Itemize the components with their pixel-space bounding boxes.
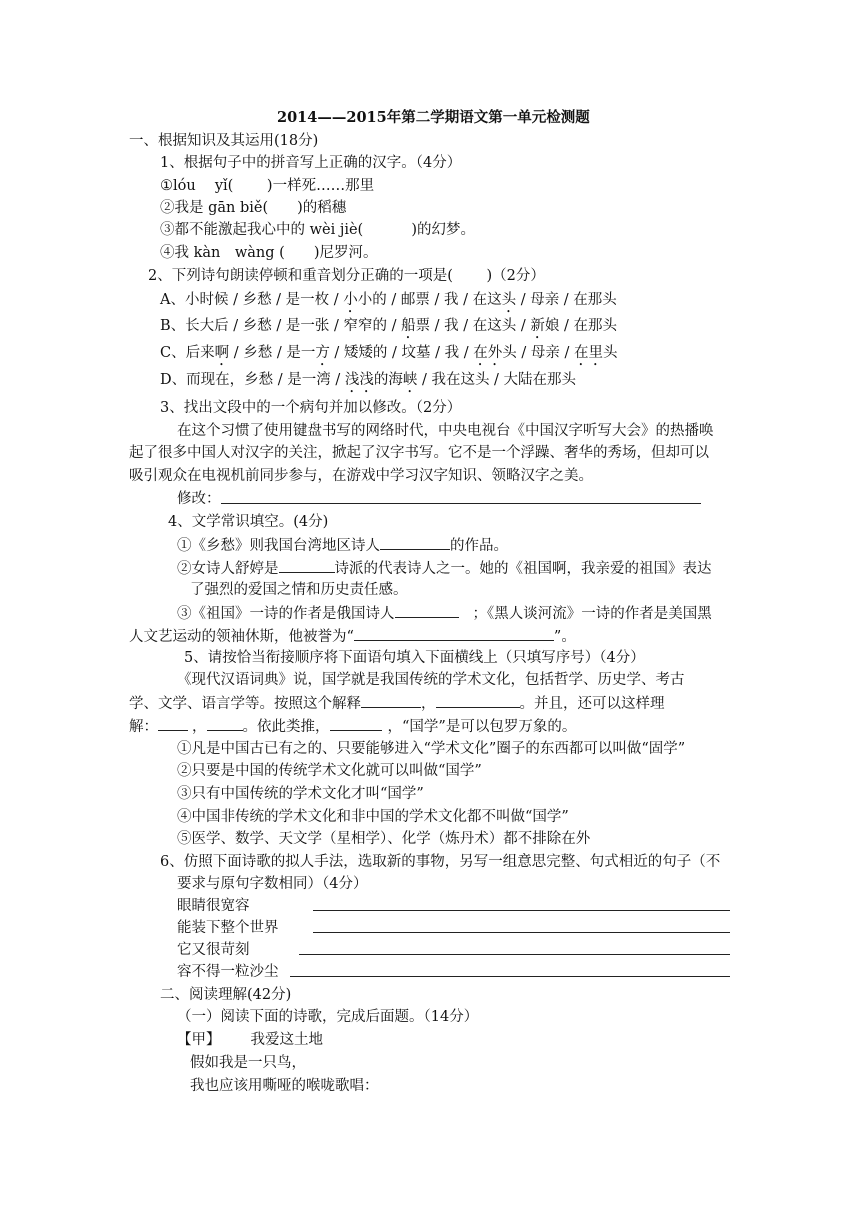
q1-item: ④我 kàn wàng ( )尼罗河。 bbox=[160, 245, 378, 261]
q5-paragraph-line: 《现代汉语词典》说，国学就是我国传统的学术文化，包括哲学、历史学、考古 bbox=[177, 672, 685, 688]
page-title: 2014——2015年第二学期语文第一单元检测题 bbox=[277, 109, 590, 126]
q5-blank-5[interactable] bbox=[330, 716, 382, 731]
section-2-subheading: （一）阅读下面的诗歌，完成后面题。（14分） bbox=[177, 1009, 479, 1025]
q4-blank-2[interactable] bbox=[279, 558, 335, 573]
q1-item: ③都不能激起我心中的 wèi jiè( )的幻梦。 bbox=[160, 222, 475, 238]
q4-line-3: 了强烈的爱国之情和历史责任感。 bbox=[190, 582, 408, 598]
q3-paragraph-line: 吸引观众在电视机前同步参与，在游戏中学习汉字知识、领略汉字之美。 bbox=[129, 468, 593, 484]
q4-blank-1[interactable] bbox=[380, 535, 450, 550]
poem-header bbox=[177, 1030, 323, 1050]
section-2-heading: 二、阅读理解(42分) bbox=[160, 987, 292, 1003]
q4-line-5: 人文艺运动的领袖休斯，他被誉为“ ”。 bbox=[129, 626, 576, 647]
q6-sample-line: 它又很苛刻 bbox=[177, 942, 250, 958]
q5-option: ③只有中国传统的学术文化才叫“国学” bbox=[177, 786, 424, 802]
q5-option: ①凡是中国古已有之的、只要能够进入“学术文化”圈子的东西都可以叫做“固学” bbox=[177, 741, 686, 757]
q4-line-1: ①《乡愁》则我国台湾地区诗人 的作品。 bbox=[177, 535, 508, 556]
q6-answer-line[interactable] bbox=[290, 976, 730, 977]
q2-option-d: D、而现在，乡愁 / 是一湾 / 浅浅的海峡 / 我在这头 / 大陆在那头 bbox=[160, 372, 577, 388]
q3-paragraph-line: 起了很多中国人对汉字的关注，掀起了汉字书写。它不是一个浮躁、奢华的秀场，但却可以 bbox=[129, 445, 709, 461]
q5-blank-4[interactable] bbox=[207, 716, 243, 731]
q6-stem: 要求与原句字数相同）（4分） bbox=[177, 876, 368, 892]
q6-answer-line[interactable] bbox=[299, 954, 730, 955]
q2-option-c: C、后来啊 / 乡愁 / 是一方 / 矮矮的 / 坟墓 / 我 / 在外头 / 母亲 / 在里头 bbox=[160, 345, 618, 361]
q6-stem: 6、仿照下面诗歌的拟人手法，选取新的事物，另写一组意思完整、句式相近的句子（不 bbox=[160, 854, 721, 870]
q3-fix-label: 修改： bbox=[177, 491, 221, 507]
q5-option: ②只要是中国的传统学术文化就可以叫做“国学” bbox=[177, 763, 482, 779]
q1-item: ②我是 gān biě( )的稻穗 bbox=[160, 200, 347, 216]
q6-sample-line: 容不得一粒沙尘 bbox=[177, 964, 279, 980]
q5-option: ⑤医学、数学、天文学（星相学）、化学（炼丹术）都不排除在外 bbox=[177, 831, 591, 847]
q2-option-b: B、长大后 / 乡愁 / 是一张 / 窄窄的 / 船票 / 我 / 在这头 / 新娘 / 在那头 bbox=[160, 318, 617, 334]
q6-sample-line: 能装下整个世界 bbox=[177, 920, 279, 936]
q5-stem: 5、请按恰当衔接顺序将下面语句填入下面横线上（只填写序号）（4分） bbox=[184, 650, 645, 666]
section-1-heading: 一、根据知识及其运用(18分) bbox=[129, 133, 319, 149]
poem-tag: 【甲】 bbox=[177, 1032, 221, 1048]
q4-line-4: ③《祖国》一诗的作者是俄国诗人 ；《黑人谈河流》一诗的作者是美国黑 bbox=[177, 603, 712, 624]
poem-line: 假如我是一只鸟， bbox=[190, 1055, 306, 1071]
q2-stem: 2、下列诗句朗读停顿和重音划分正确的一项是( )（2分） bbox=[148, 268, 545, 284]
q5-blank-3[interactable] bbox=[158, 716, 188, 731]
q1-item: ①lóu yǐ( )一样死……那里 bbox=[160, 178, 375, 194]
q5-option: ④中国非传统的学术文化和非中国的学术文化都不叫做“国学” bbox=[177, 809, 569, 825]
q6-sample-line: 眼睛很宽容 bbox=[177, 898, 250, 914]
q1-stem: 1、根据句子中的拼音写上正确的汉字。（4分） bbox=[160, 155, 462, 171]
q3-paragraph-line: 在这个习惯了使用键盘书写的网络时代，中央电视台《中国汉字听写大会》的热播唤 bbox=[177, 423, 714, 439]
poem-line: 我也应该用嘶哑的喉咙歌唱： bbox=[190, 1078, 379, 1094]
q5-blank-2[interactable] bbox=[436, 693, 520, 708]
q4-blank-3[interactable] bbox=[395, 603, 459, 618]
q6-answer-line[interactable] bbox=[313, 932, 730, 933]
q3-answer-line[interactable] bbox=[221, 503, 701, 504]
q4-blank-4[interactable] bbox=[354, 626, 554, 641]
q5-blank-1[interactable] bbox=[361, 693, 421, 708]
q4-line-2: ②女诗人舒婷是 诗派的代表诗人之一。她的《祖国啊，我亲爱的祖国》表达 bbox=[177, 558, 712, 579]
q3-stem: 3、找出文段中的一个病句并加以修改。（2分） bbox=[160, 400, 462, 416]
q2-option-a: A、小时候 / 乡愁 / 是一枚 / 小小的 / 邮票 / 我 / 在这头 / 母亲 / 在那头 bbox=[160, 292, 617, 308]
q5-paragraph-line: 解： ， 。依此类推， ，“国学”是可以包罗万象的。 bbox=[129, 716, 576, 737]
q6-answer-line[interactable] bbox=[313, 910, 730, 911]
poem-title: 我爱这土地 bbox=[250, 1032, 323, 1048]
q4-stem: 4、文学常识填空。(4分) bbox=[168, 514, 329, 530]
q5-paragraph-line: 学、文学、语言学等。按照这个解释 ， 。并且，还可以这样理 bbox=[129, 693, 665, 714]
